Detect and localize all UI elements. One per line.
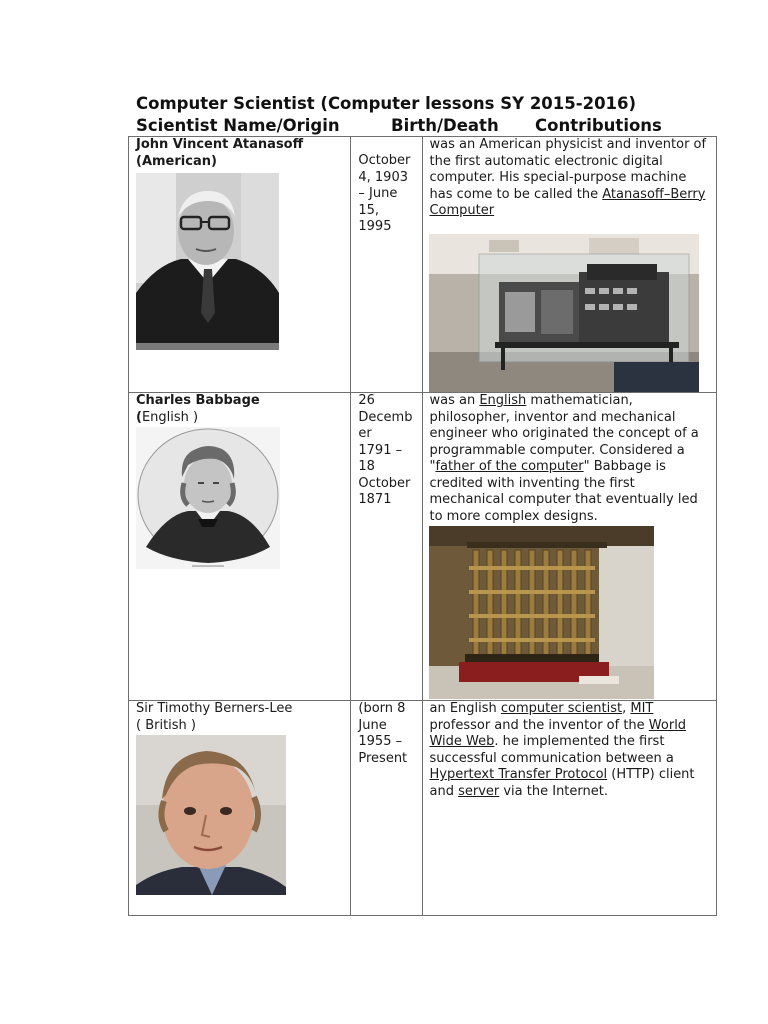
scientist-name: Sir Timothy Berners-Lee (136, 701, 293, 716)
table-row (129, 137, 717, 393)
dates-text: October 4, 1903 – June 15, 1995 (358, 153, 411, 234)
contribution-text: " Babbage is credited with inventing the first mechanical computer that eventually led to more complex designs. (429, 459, 698, 524)
contributions-text (423, 393, 716, 525)
dates-cell (351, 701, 423, 916)
contributions-cell (423, 393, 717, 701)
portrait-engraving (136, 427, 280, 569)
difference-engine-photo (429, 526, 654, 699)
contribution-text: professor and the inventor of the (429, 717, 649, 733)
column-headers (136, 115, 736, 137)
portrait-photo (136, 735, 286, 895)
header-scientist-name: Scientist Name/Origin (136, 116, 340, 135)
hyperlink[interactable]: MIT (630, 701, 654, 716)
hyperlink[interactable]: Atanasoff–Berry Computer (429, 186, 706, 218)
table-row (129, 701, 717, 916)
scientist-name: John Vincent Atanasoff (136, 137, 304, 152)
contributions-cell (423, 701, 717, 916)
contribution-text: , (622, 701, 631, 716)
contribution-text: . he implemented the first successful communication between a (429, 734, 674, 766)
scientist-origin: (English ) (136, 409, 199, 425)
contribution-text: was an American physicist and inventor of the first automatic electronic digital computer. His special-purpose machine has come to be called the (429, 137, 707, 202)
name-cell (129, 701, 351, 916)
name-cell (129, 393, 351, 701)
contributions-cell (423, 137, 717, 393)
scientist-origin: (American) (136, 153, 217, 169)
contributions-text (423, 137, 716, 220)
hyperlink[interactable]: server (458, 783, 500, 799)
scientist-table (128, 136, 717, 916)
dates-cell (351, 137, 423, 393)
contribution-text: mathematician, philosopher, inventor and mechanical engineer who originated the concept of a programmable computer. Considered a " (429, 393, 699, 474)
dates-cell (351, 393, 423, 701)
dates-text: (born 8 June 1955 – Present (358, 701, 408, 766)
table-row (129, 393, 717, 701)
hyperlink[interactable]: Hypertext Transfer Protocol (429, 767, 608, 782)
contribution-text: via the Internet. (499, 783, 608, 799)
header-birth-death: Birth/Death (391, 116, 499, 135)
title-line-1: Computer Scientist (Computer lessons SY 2015-2016) (136, 94, 637, 113)
dates-text: 26 Decemb er 1791 – 18 October 1871 (358, 393, 413, 507)
hyperlink[interactable]: English (479, 393, 527, 408)
contribution-text: (HTTP) client and (429, 767, 695, 799)
name-cell (129, 137, 351, 393)
atanasoff-berry-computer-photo (429, 234, 699, 392)
contribution-text: an English (429, 701, 501, 716)
contribution-text: was an (429, 393, 480, 408)
document-title (136, 93, 736, 137)
scientist-name: Charles Babbage (136, 393, 260, 408)
header-contributions: Contributions (535, 116, 662, 135)
hyperlink[interactable]: computer scientist (500, 701, 623, 716)
portrait-photo (136, 173, 279, 350)
scientist-origin: ( British ) (136, 717, 197, 733)
contributions-text (423, 701, 716, 800)
hyperlink[interactable]: World Wide Web (429, 717, 687, 749)
hyperlink[interactable]: father of the computer (435, 459, 584, 474)
